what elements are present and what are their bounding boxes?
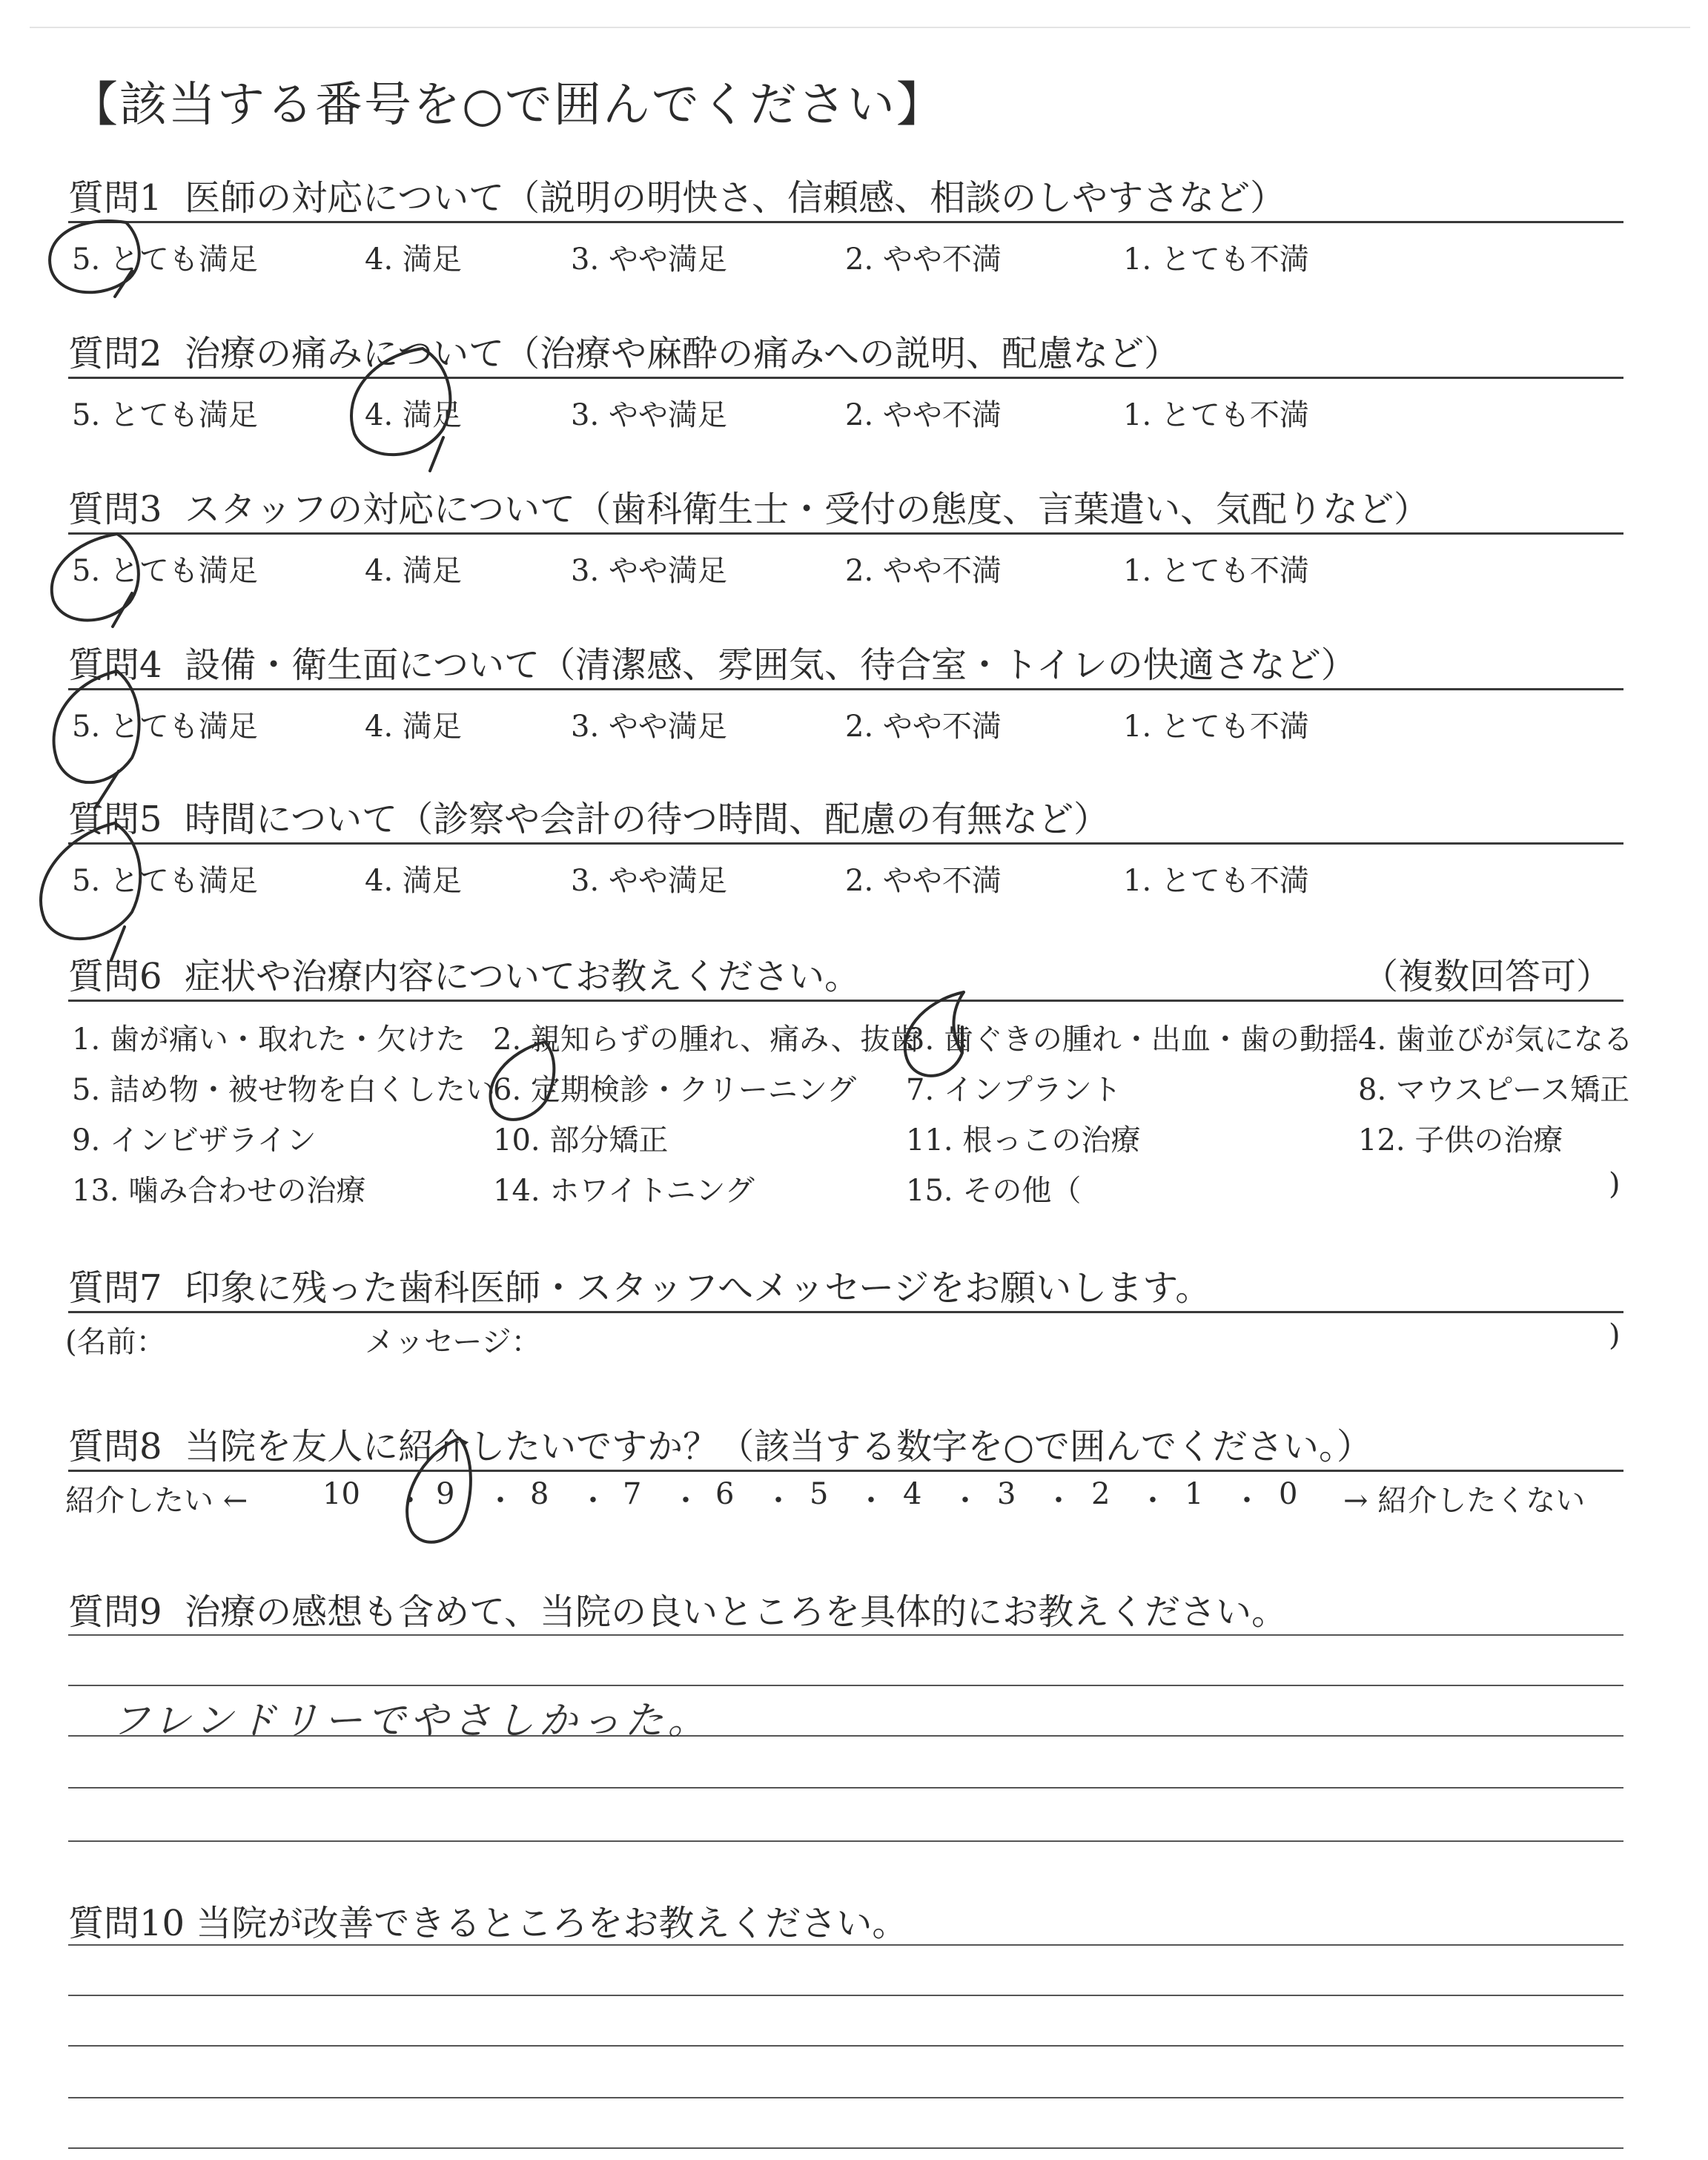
q6-option-4[interactable]: 4. 歯並びが気になる <box>1358 1023 1633 1057</box>
q8-scale-3[interactable]: 3 <box>997 1477 1016 1511</box>
q7-close-paren: ) <box>1609 1318 1621 1353</box>
q2-option-2[interactable]: 2. やや不満 <box>845 398 1002 432</box>
q3-option-5[interactable]: 5. とても満足 <box>72 554 258 588</box>
page-title: 【該当する番号を○で囲んでください】 <box>70 78 945 133</box>
q8-right-label: → 紹介したくない <box>1343 1484 1586 1518</box>
q4-option-4[interactable]: 4. 満足 <box>365 710 462 744</box>
q8-scale-6[interactable]: 6 <box>715 1477 735 1511</box>
q4-option-1[interactable]: 1. とても不満 <box>1123 710 1309 744</box>
question-2-text: 治療の痛みについて（治療や麻酔の痛みへの説明、配慮など） <box>185 333 1180 374</box>
question-9-label: 質問9 <box>68 1591 162 1633</box>
q6-option-6[interactable]: 6. 定期検診・クリーニング <box>493 1073 857 1107</box>
q1-option-5[interactable]: 5. とても満足 <box>72 242 258 277</box>
question-2-label: 質問2 <box>68 333 162 374</box>
q8-scale-7[interactable]: 7 <box>623 1477 642 1511</box>
q8-scale-dot: ・ <box>950 1484 980 1518</box>
q5-option-5[interactable]: 5. とても満足 <box>72 864 258 898</box>
q5-option-1[interactable]: 1. とても不満 <box>1123 864 1309 898</box>
question-7-text: 印象に残った歯科医師・スタッフへメッセージをお願いします。 <box>185 1267 1211 1309</box>
question-3-label: 質問3 <box>68 489 162 530</box>
question-10-label: 質問10 <box>68 1903 185 1944</box>
q4-option-3[interactable]: 3. やや満足 <box>571 710 727 744</box>
q6-option-10[interactable]: 10. 部分矯正 <box>493 1123 669 1157</box>
q5-option-3[interactable]: 3. やや満足 <box>571 864 727 898</box>
question-7-label: 質問7 <box>68 1267 162 1309</box>
q5-circle-mark <box>41 823 140 960</box>
q8-scale-2[interactable]: 2 <box>1091 1477 1110 1511</box>
q2-option-3[interactable]: 3. やや満足 <box>571 398 727 432</box>
q6-option-5[interactable]: 5. 詰め物・被せ物を白くしたい <box>72 1073 495 1107</box>
q6-option-11[interactable]: 11. 根っこの治療 <box>906 1123 1141 1157</box>
q3-option-3[interactable]: 3. やや満足 <box>571 554 727 588</box>
question-5-text: 時間について（診察や会計の待つ時間、配慮の有無など） <box>185 799 1110 840</box>
q6-3-circle-mark <box>905 992 964 1076</box>
q8-scale-4[interactable]: 4 <box>903 1477 922 1511</box>
question-3-text: スタッフの対応について（歯科衛生士・受付の態度、言葉遣い、気配りなど） <box>185 489 1430 530</box>
q5-option-2[interactable]: 2. やや不満 <box>845 864 1002 898</box>
q1-circle-mark <box>50 221 139 297</box>
q1-option-2[interactable]: 2. やや不満 <box>845 242 1002 277</box>
q5-option-4[interactable]: 4. 満足 <box>365 864 462 898</box>
q4-option-2[interactable]: 2. やや不満 <box>845 710 1002 744</box>
q7-name-label: (名前： <box>65 1325 166 1359</box>
q3-option-2[interactable]: 2. やや不満 <box>845 554 1002 588</box>
q6-option-12[interactable]: 12. 子供の治療 <box>1358 1123 1563 1157</box>
q6-option-2[interactable]: 2. 親知らずの腫れ、痛み、抜歯 <box>493 1023 920 1057</box>
question-4-label: 質問4 <box>68 644 162 686</box>
q3-option-1[interactable]: 1. とても不満 <box>1123 554 1309 588</box>
q8-scale-dot: ・ <box>486 1484 515 1518</box>
q8-scale-1[interactable]: 1 <box>1185 1477 1204 1511</box>
q8-scale-5[interactable]: 5 <box>810 1477 829 1511</box>
q6-option-14[interactable]: 14. ホワイトニング <box>493 1174 755 1208</box>
q8-scale-dot: ・ <box>671 1484 701 1518</box>
q8-scale-dot: ・ <box>1138 1484 1168 1518</box>
q2-option-1[interactable]: 1. とても不満 <box>1123 398 1309 432</box>
q8-scale-8[interactable]: 8 <box>530 1477 549 1511</box>
question-1-text: 医師の対応について（説明の明快さ、信頼感、相談のしやすさなど） <box>185 177 1286 219</box>
question-1-label: 質問1 <box>68 177 162 219</box>
question-9-text: 治療の感想も含めて、当院の良いところを具体的にお教えください。 <box>185 1591 1288 1633</box>
q1-option-1[interactable]: 1. とても不満 <box>1123 242 1309 277</box>
q6-option-3[interactable]: 3. 歯ぐきの腫れ・出血・歯の動揺 <box>906 1023 1359 1057</box>
q3-option-4[interactable]: 4. 満足 <box>365 554 462 588</box>
q2-option-5[interactable]: 5. とても満足 <box>72 398 258 432</box>
q2-option-4[interactable]: 4. 満足 <box>365 398 462 432</box>
question-4-text: 設備・衛生面について（清潔感、雰囲気、待合室・トイレの快適さなど） <box>185 644 1357 686</box>
q6-option-9[interactable]: 9. インビザライン <box>72 1123 317 1157</box>
q8-scale-dot: ・ <box>764 1484 793 1518</box>
question-8-label: 質問8 <box>68 1426 162 1467</box>
question-6-note: （複数回答可） <box>1363 956 1612 997</box>
q4-circle-mark <box>54 671 139 808</box>
q8-scale-0[interactable]: 0 <box>1279 1477 1298 1511</box>
q6-option-8[interactable]: 8. マウスピース矯正 <box>1358 1073 1630 1107</box>
q8-scale-9[interactable]: 9 <box>436 1477 455 1511</box>
q8-scale-dot: ・ <box>395 1484 425 1518</box>
question-8-text: 当院を友人に紹介したいですか？（該当する数字を○で囲んでください。） <box>185 1426 1372 1467</box>
question-10-text: 当院が改善できるところをお教えください。 <box>196 1903 908 1944</box>
q7-message-label: メッセージ： <box>365 1325 541 1359</box>
q2-circle-mark <box>351 349 450 471</box>
q6-other-close-paren: ) <box>1609 1167 1621 1201</box>
q9-handwritten-answer: フレンドリーでやさしかった。 <box>111 1699 711 1743</box>
q6-option-13[interactable]: 13. 噛み合わせの治療 <box>72 1174 366 1208</box>
question-6-label: 質問6 <box>68 956 162 997</box>
q3-circle-mark <box>52 534 139 627</box>
q1-option-4[interactable]: 4. 満足 <box>365 242 462 277</box>
q4-option-5[interactable]: 5. とても満足 <box>72 710 258 744</box>
q6-6-circle-mark <box>490 1042 554 1120</box>
q6-option-1[interactable]: 1. 歯が痛い・取れた・欠けた <box>72 1023 466 1057</box>
q8-scale-dot: ・ <box>1232 1484 1262 1518</box>
q8-scale-dot: ・ <box>1044 1484 1073 1518</box>
q6-option-15[interactable]: 15. その他（ <box>906 1174 1082 1208</box>
q8-scale-10[interactable]: 10 <box>322 1477 360 1511</box>
q1-option-3[interactable]: 3. やや満足 <box>571 242 727 277</box>
q6-option-7[interactable]: 7. インプラント <box>906 1073 1122 1107</box>
q8-9-circle-mark <box>407 1439 471 1542</box>
q8-scale-dot: ・ <box>856 1484 886 1518</box>
question-5-label: 質問5 <box>68 799 162 840</box>
q8-scale-dot: ・ <box>578 1484 608 1518</box>
question-6-text: 症状や治療内容についてお教えください。 <box>185 956 861 997</box>
q8-left-label: 紹介したい ← <box>65 1484 248 1518</box>
